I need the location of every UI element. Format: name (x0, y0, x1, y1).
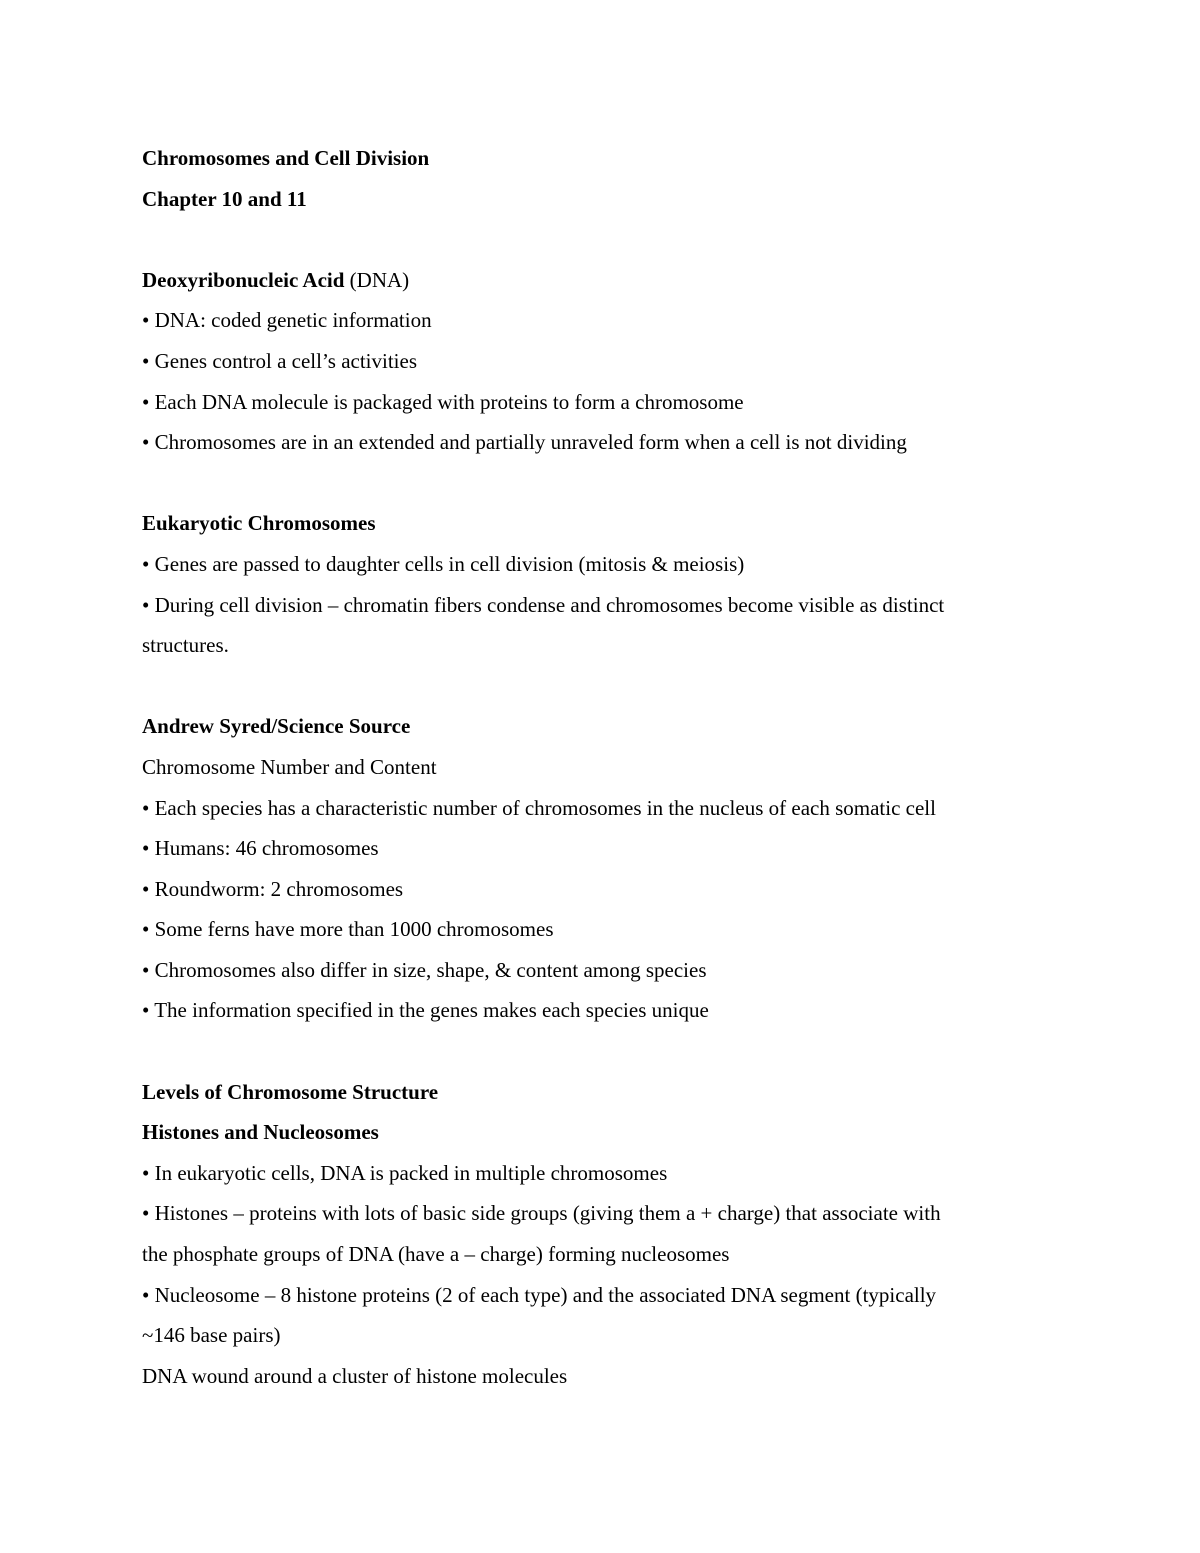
section-heading-levels: Levels of Chromosome Structure (142, 1079, 439, 1104)
list-item: the phosphate groups of DNA (have a – charge) forming nucleosomes (142, 1242, 730, 1267)
list-item: • During cell division – chromatin fibers condense and chromosomes become visible as distinct (142, 592, 945, 617)
list-item: structures. (142, 633, 229, 658)
list-item: • Chromosomes also differ in size, shape, & content among species (142, 957, 707, 982)
list-item: • Each species has a characteristic number of chromosomes in the nucleus of each somatic cell (142, 795, 936, 820)
list-item: DNA wound around a cluster of histone molecules (142, 1363, 568, 1388)
list-item: • Genes control a cell’s activities (142, 348, 418, 373)
spacer (142, 1031, 1062, 1072)
document-body (142, 138, 1062, 1396)
spacer (142, 666, 1062, 707)
section-heading-dna-bold: Deoxyribonucleic Acid (142, 267, 345, 292)
document-title: Chromosomes and Cell Division (142, 146, 430, 170)
list-item: • DNA: coded genetic information (142, 308, 432, 333)
spacer (142, 463, 1062, 504)
chapter-label: Chapter 10 and 11 (142, 186, 307, 211)
section-heading-dna (142, 260, 1062, 301)
section-heading-dna-rest: (DNA) (344, 267, 410, 292)
section-heading-source: Andrew Syred/Science Source (142, 714, 411, 739)
list-item: • Humans: 46 chromosomes (142, 836, 379, 861)
list-item: ~146 base pairs) (142, 1323, 281, 1348)
spacer (142, 219, 1062, 260)
list-item: • Roundworm: 2 chromosomes (142, 876, 404, 901)
list-item: • In eukaryotic cells, DNA is packed in multiple chromosomes (142, 1160, 668, 1185)
list-item: • Genes are passed to daughter cells in cell division (mitosis & meiosis) (142, 551, 745, 576)
section-heading-eukaryotic: Eukaryotic Chromosomes (142, 511, 376, 536)
list-item: • Nucleosome – 8 histone proteins (2 of each type) and the associated DNA segment (typically (142, 1282, 937, 1307)
subheading-chromosome-number: Chromosome Number and Content (142, 754, 437, 779)
list-item: • Histones – proteins with lots of basic side groups (giving them a + charge) that associate with (142, 1201, 941, 1226)
list-item: • Some ferns have more than 1000 chromosomes (142, 917, 554, 942)
list-item: • The information specified in the genes makes each species unique (142, 998, 709, 1023)
list-item: • Each DNA molecule is packaged with proteins to form a chromosome (142, 389, 744, 414)
subheading-histones: Histones and Nucleosomes (142, 1120, 379, 1145)
list-item: • Chromosomes are in an extended and partially unraveled form when a cell is not dividing (142, 430, 907, 455)
